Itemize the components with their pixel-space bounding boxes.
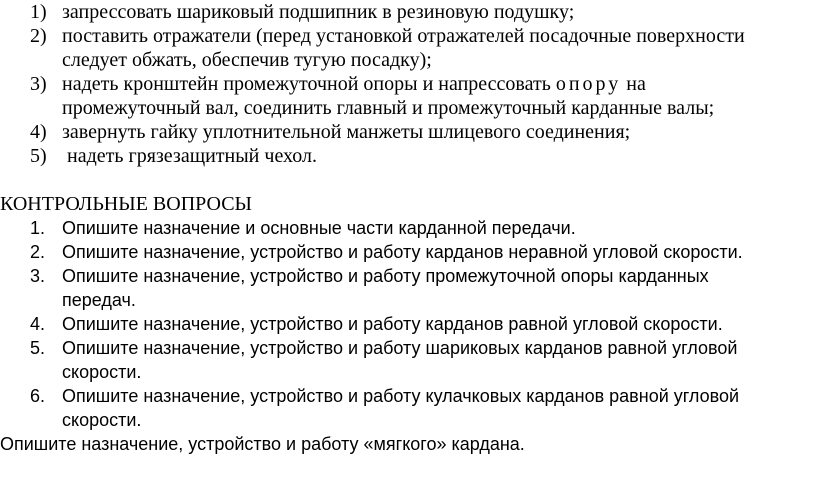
question-text-line: передач. xyxy=(62,290,136,310)
step-text-line: следует обжать, обеспечив тугую посадку); xyxy=(62,49,432,71)
step-number: 2) xyxy=(30,25,47,47)
question-number: 4. xyxy=(30,314,46,334)
question-text-line: скорости. xyxy=(62,362,142,382)
step-number: 4) xyxy=(30,121,47,143)
question-text: Опишите назначение, устройство и работу карданов равной угловой скорости. xyxy=(62,314,723,334)
step-text: завернуть гайку уплотнительной манжеты шлицевого соединения; xyxy=(62,121,631,143)
step-text: запрессовать шариковый подшипник в резиновую подушку; xyxy=(62,1,575,23)
step-text-spaced-word: опору xyxy=(555,73,622,95)
assembly-steps-list xyxy=(0,0,816,168)
question-text-line: Опишите назначение, устройство и работу шариковых карданов равной угловой xyxy=(62,338,738,358)
question-number: 6. xyxy=(30,386,46,406)
step-text-line: промежуточный вал, соединить главный и промежуточный карданные валы; xyxy=(62,97,715,119)
step-text-line: поставить отражатели (перед установкой отражателей посадочные поверхности xyxy=(62,25,745,47)
step-number: 1) xyxy=(30,1,47,23)
question-item xyxy=(0,336,816,384)
question-text: Опишите назначение, устройство и работу карданов неравной угловой скорости. xyxy=(62,242,743,262)
question-item xyxy=(0,240,816,264)
control-questions-list xyxy=(0,216,816,432)
question-item xyxy=(0,312,816,336)
step-number: 5) xyxy=(30,145,47,167)
step-item xyxy=(0,144,816,168)
question-item xyxy=(0,216,816,240)
step-item xyxy=(0,120,816,144)
question-number: 5. xyxy=(30,338,46,358)
section-heading: КОНТРОЛЬНЫЕ ВОПРОСЫ xyxy=(0,193,252,215)
question-number: 1. xyxy=(30,218,46,238)
step-text-part: надеть кронштейн промежуточной опоры и напрессовать xyxy=(62,73,556,95)
question-text-line: скорости. xyxy=(62,410,142,430)
question-item xyxy=(0,264,816,312)
question-item xyxy=(0,384,816,432)
question-text: Опишите назначение и основные части карданной передачи. xyxy=(62,218,576,238)
step-number: 3) xyxy=(30,73,47,95)
step-item xyxy=(0,0,816,24)
question-text-line: Опишите назначение, устройство и работу кулачковых карданов равной угловой xyxy=(62,386,740,406)
final-question: Опишите назначение, устройство и работу «мягкого» кардана. xyxy=(0,434,525,454)
step-item xyxy=(0,24,816,72)
step-text: надеть грязезащитный чехол. xyxy=(62,145,318,167)
question-number: 3. xyxy=(30,266,46,286)
question-number: 2. xyxy=(30,242,46,262)
step-item xyxy=(0,72,816,120)
question-text-line: Опишите назначение, устройство и работу промежуточной опоры карданных xyxy=(62,266,709,286)
step-text-part: на xyxy=(621,73,646,95)
